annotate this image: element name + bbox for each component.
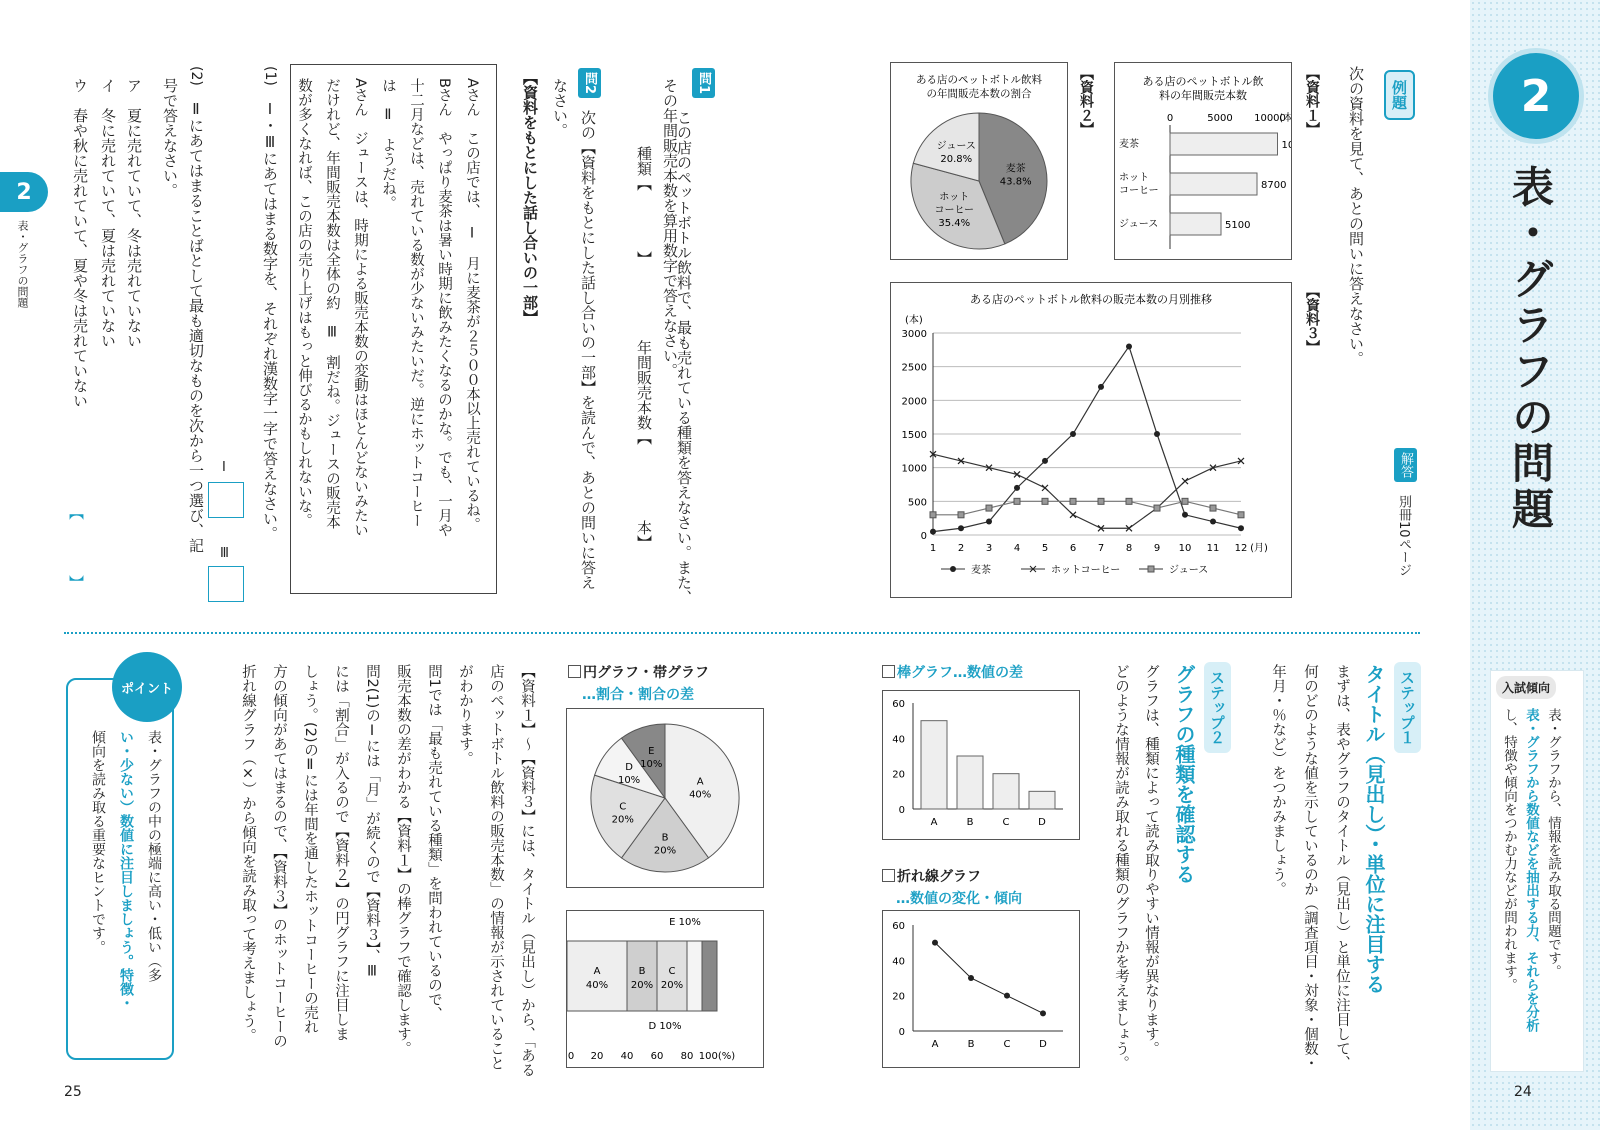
q2-text-2: なさい。: [551, 78, 569, 138]
tick-label: 0: [567, 1051, 575, 1062]
step1-badge: ステップ１: [1394, 662, 1421, 753]
bar-check-label: 棒グラフ…数値の差: [882, 662, 1023, 682]
tick-label: 8: [1125, 543, 1133, 554]
bar: [1029, 791, 1055, 809]
pie-check-label: 円グラフ・帯グラフ: [568, 662, 709, 682]
dialog-line: Aさん ジュースは、時期による販売本数の変動はほとんどないみたい: [352, 78, 368, 538]
data-point: [1070, 498, 1076, 504]
tick-label: 40: [620, 1051, 634, 1062]
q1-text-2: その年間販売本数を算用数字で答えなさい。: [661, 78, 679, 378]
tick-label: 10: [1178, 543, 1192, 554]
data-point: [930, 512, 936, 518]
slice-label: 43.8%: [999, 176, 1032, 188]
data-point: [1042, 498, 1048, 504]
data-point: [1210, 505, 1216, 511]
step2-title: グラフの種類を確認する: [1172, 664, 1196, 884]
tick-label: 60: [650, 1051, 664, 1062]
tick-label: 100(%): [698, 1051, 736, 1062]
step2-badge: ステップ２: [1204, 662, 1231, 753]
divider: [64, 632, 1420, 634]
q2-dialog-title: 【資料をもとにした話し合いの一部】: [521, 70, 539, 325]
tick-label: 2: [957, 543, 965, 554]
tick-label: 10000: [1254, 113, 1286, 124]
slice-label: 20%: [653, 845, 677, 857]
shiryo1-label: 【資料１】: [1304, 66, 1320, 136]
tick-label: 5000: [1207, 113, 1233, 124]
category-label: B: [966, 817, 974, 828]
data-point: [1098, 384, 1104, 390]
category-label: D: [1038, 817, 1046, 828]
chart-title: の年間販売本数の割合: [926, 88, 1032, 100]
slice-label: E: [648, 745, 655, 757]
sub2-text-1: Ⅱにあてはまることばとして最も適切なものを次から一つ選び、記: [187, 100, 205, 553]
page-number-right: 24: [1514, 1084, 1532, 1100]
sub2-answer-bracket: 【 】: [67, 505, 85, 610]
segment-label: 40%: [585, 980, 609, 991]
bar: [1170, 133, 1278, 155]
value-label: 5100: [1225, 220, 1251, 231]
category-label: B: [967, 1039, 975, 1050]
line-example-chart: [883, 911, 1079, 1067]
category-label: コーヒー: [1119, 185, 1159, 197]
value-label: 8700: [1261, 180, 1287, 191]
tick-label: 5: [1041, 543, 1049, 554]
data-point: [1014, 498, 1020, 504]
category-label: ホット: [1119, 172, 1149, 184]
bar: [1170, 173, 1257, 195]
nyushi-label: 入試傾向: [1496, 676, 1556, 699]
segment-label: A: [593, 966, 601, 977]
example-badge: 例題: [1384, 70, 1415, 120]
answer-box-iii[interactable]: [208, 566, 244, 602]
pie-sub-label: …割合・割合の差: [582, 687, 694, 703]
line-example: [882, 910, 1080, 1068]
dialog-line: Aさん この店では、 Ⅰ 月に麦茶が２５００本以上売れているね。: [464, 78, 480, 532]
shiryo1-bar-chart: [1115, 63, 1291, 259]
answer-ref: 別冊10ページ: [1396, 495, 1411, 577]
data-point: [1154, 431, 1160, 437]
legend-label: 麦茶: [971, 565, 991, 576]
bar: [921, 721, 947, 809]
q2-badge: 問2: [578, 68, 601, 98]
tick-label: 20: [590, 1051, 604, 1062]
shiryo1-chart: [1114, 62, 1292, 260]
data-point: [1238, 525, 1244, 531]
slice-label: 35.4%: [938, 218, 971, 230]
option-i: イ 冬に売れていて、夏は売れていない: [99, 78, 117, 348]
chapter-number-badge: 2: [1488, 48, 1584, 144]
checkbox-icon: [568, 665, 581, 678]
pie-example: [566, 708, 764, 888]
category-label: C: [1003, 1039, 1011, 1050]
data-point: [1040, 1010, 1046, 1016]
step2-text: グラフは、種類によって読み取りやすい情報が異なります。 どのような情報が読み取れる種類のグラフかを考えましょう。: [1113, 664, 1159, 1070]
tick-label: 0: [920, 531, 927, 542]
option-u: ウ 春や秋に売れていて、夏や冬は売れていない: [71, 78, 89, 408]
slice-label: 10%: [640, 758, 663, 770]
shiryo2-label: 【資料２】: [1078, 66, 1094, 136]
answer-box-i-label: Ⅰ: [222, 460, 226, 475]
tick-label: 9: [1153, 543, 1161, 554]
chart-title: ある店のペットボトル飲: [1142, 75, 1264, 88]
tick-label: 4: [1013, 543, 1021, 554]
q1-answer-type: 種類【 】: [635, 146, 653, 266]
data-point: [1014, 485, 1020, 491]
data-point: [930, 529, 936, 535]
dialog-line: Bさん やっぱり麦茶は暑い時期に飲みたくなるのかな。でも、一月や: [436, 78, 452, 538]
tick-label: 40: [892, 734, 905, 746]
slice-label: 麦茶: [1005, 163, 1026, 175]
slice-label: C: [619, 801, 627, 813]
tick-label: 2500: [901, 362, 927, 374]
q1-badge: 問1: [692, 68, 715, 98]
legend-marker: [1148, 566, 1154, 572]
data-point: [1042, 458, 1048, 464]
tick-label: 3000: [901, 329, 927, 340]
unit-label: (月): [1250, 543, 1268, 554]
slice-label: D: [625, 761, 633, 773]
category-label: 麦茶: [1119, 139, 1139, 150]
band-segment: [687, 941, 702, 1011]
category-label: ジュース: [1119, 219, 1159, 230]
data-point: [986, 505, 992, 511]
q1-answer-count: 年間販売本数【 本】: [635, 340, 653, 550]
tick-label: 1500: [901, 430, 927, 441]
tick-label: 20: [892, 991, 905, 1003]
dialog-line: だけれど、年間販売本数は全体の約 Ⅲ 割だね。ジュースの販売本: [324, 78, 340, 529]
bar-example: [882, 690, 1080, 840]
chart-title: ある店のペットボトル飲料の販売本数の月別推移: [970, 293, 1212, 306]
point-badge: ポイント: [112, 652, 182, 722]
band-example-chart: [567, 911, 763, 1067]
legend-marker: [950, 566, 956, 572]
data-point: [968, 975, 974, 981]
category-label: A: [930, 817, 938, 828]
side-tab-label: 表・グラフの問題: [16, 220, 29, 308]
example-instruction: 次の資料を見て、あとの問いに答えなさい。: [1347, 66, 1365, 366]
slice-label: 20%: [611, 814, 634, 826]
tick-label: 60: [892, 699, 905, 710]
nyushi-text: 表・グラフから、情報を読み取る問題です。 表・グラフから数値などを抽出する力、それらを分析 し、特徴や傾向をつかむ力などが問われます。: [1501, 708, 1561, 1032]
data-point: [1154, 505, 1160, 511]
shiryo3-chart: [890, 282, 1292, 598]
tick-label: 60: [892, 921, 905, 932]
shiryo2-chart: [890, 62, 1068, 260]
legend-label: ジュース: [1169, 565, 1209, 576]
segment-label: E 10%: [669, 917, 701, 928]
chart-title: 料の年間販売本数: [1159, 89, 1247, 102]
slice-label: 20.8%: [940, 153, 973, 165]
segment-label: 20%: [660, 980, 684, 991]
legend-label: ホットコーヒー: [1051, 565, 1121, 576]
data-point: [1042, 485, 1048, 491]
series-line: [935, 943, 1043, 1014]
slice-label: A: [696, 776, 704, 788]
slice-label: B: [661, 832, 669, 844]
tick-label: 12: [1234, 543, 1248, 554]
segment-label: D 10%: [648, 1021, 682, 1032]
tick-label: 0: [1166, 113, 1174, 124]
bar: [957, 756, 983, 809]
category-label: A: [931, 1039, 939, 1050]
data-point: [1238, 512, 1244, 518]
tick-label: 2000: [901, 396, 927, 408]
data-point: [1098, 498, 1104, 504]
value-label: 1: [1281, 140, 1288, 151]
tick-label: 1000: [901, 463, 927, 475]
point-text: 表・グラフの中の極端に高い・低い（多 い・少ない）数値に注目しましょう。特徴・ 傾向を読み取る重要なヒントです。: [90, 730, 162, 1010]
data-point: [1004, 993, 1010, 999]
option-a: ア 夏に売れていて、冬は売れていない: [125, 78, 143, 348]
shiryo2-pie-chart: [891, 63, 1067, 259]
segment-label: C: [668, 966, 676, 977]
page-number-left: 25: [64, 1084, 82, 1100]
data-point: [1070, 431, 1076, 437]
bar: [1170, 213, 1221, 235]
tick-label: 40: [892, 956, 905, 968]
data-point: [1182, 512, 1188, 518]
bar-example-chart: [883, 691, 1079, 839]
tick-label: 6: [1069, 543, 1077, 554]
checkbox-icon: [882, 665, 895, 678]
page-title: 表・グラフの問題: [1506, 165, 1555, 533]
tick-label: (本: [1279, 113, 1291, 124]
sub1-label: (1): [262, 66, 278, 86]
band-example: [566, 910, 764, 1068]
step1-text: まずは、表やグラフのタイトル（見出し）と単位に注目して、 何のどのような値を示しているのか（調査項目・対象・個数・ 年月・％など）をつかみましょう。: [1270, 664, 1350, 1070]
pie-example-chart: [567, 709, 763, 887]
tick-label: 0: [898, 1027, 905, 1038]
data-point: [986, 519, 992, 525]
tick-label: 20: [892, 769, 905, 781]
tick-label: 80: [680, 1051, 694, 1062]
slice-label: 10%: [617, 774, 641, 786]
data-point: [1126, 498, 1132, 504]
slice-label: ジュース: [936, 140, 976, 152]
category-label: C: [1002, 817, 1010, 828]
q2-text-1: 次の【資料をもとにした話し合いの一部】を読んで、あとの問いに答え: [579, 110, 597, 590]
data-point: [958, 525, 964, 531]
unit-label: (本): [905, 315, 923, 326]
answer-box-iii-label: Ⅲ: [220, 546, 229, 561]
category-label: D: [1039, 1039, 1047, 1050]
dialog-line: は Ⅱ ようだね。: [380, 78, 396, 210]
data-point: [1182, 478, 1188, 484]
band-segment: [702, 941, 717, 1011]
dialog-line: 数が多くなれば、この店の売り上げはもっと伸びるかもしれないな。: [296, 78, 312, 528]
segment-label: 20%: [630, 980, 654, 991]
tick-label: 0: [898, 805, 905, 816]
tick-label: 500: [907, 497, 927, 509]
tick-label: 7: [1097, 543, 1105, 554]
sub2-label: (2): [188, 66, 204, 86]
shiryo3-line-chart: [891, 283, 1291, 597]
tick-label: 11: [1206, 543, 1220, 554]
line-sub-label: …数値の変化・傾向: [896, 891, 1022, 907]
answer-box-i[interactable]: [208, 482, 244, 518]
bar: [993, 774, 1019, 809]
data-point: [932, 940, 938, 946]
dialog-lines: [296, 78, 486, 538]
segment-label: B: [638, 966, 646, 977]
data-point: [958, 512, 964, 518]
slice-label: ホット: [939, 192, 970, 204]
dialog-line: 十二月などは、売れている数が少ないみたいだ。逆にホットコーヒー: [408, 78, 424, 528]
chart-title: ある店のペットボトル飲料: [916, 74, 1042, 86]
step1-title: タイトル（見出し）・単位に注目する: [1362, 664, 1386, 994]
checkbox-icon: [882, 869, 895, 882]
line-check-label: 折れ線グラフ: [882, 866, 981, 886]
slice-label: コーヒー: [934, 205, 975, 217]
slice-label: 40%: [689, 789, 712, 801]
series-line: [933, 501, 1241, 514]
answer-badge: 解答: [1394, 448, 1417, 482]
tick-label: 1: [929, 543, 937, 554]
side-tab-number: 2: [0, 172, 48, 212]
q1-text: この店のペットボトル飲料で、最も売れている種類を答えなさい。また、: [675, 110, 693, 605]
shiryo3-label: 【資料３】: [1304, 284, 1320, 354]
sub2-text-2: 号で答えなさい。: [161, 78, 179, 198]
data-point: [1070, 512, 1076, 518]
data-point: [1210, 519, 1216, 525]
tick-label: 3: [985, 543, 993, 554]
explanation-text: 【資料１】〜【資料３】には、タイトル（見出し）から、「ある 店のペットボトル飲料の販売本数」の情報が示されていること がわかります。 問1では「最も売れている種類」を問われているので、 販売本数の差がわかる【資料１】の棒グラフで確認します。 問2(1)のⅠには「月」が続くので【資料３】、Ⅲ には「割合」が入るので【資料２】の円グラフに注目しま しょう。(2)のⅡには年間を通したホットコーヒーの売れ 方の傾向があてはまるので、【資料３】のホットコーヒーの 折れ線グラフ（×）から傾向を読み取って考えましょう。: [240, 664, 535, 1078]
data-point: [1126, 343, 1132, 349]
data-point: [1182, 498, 1188, 504]
sub1-text: Ⅰ・Ⅲにあてはまる数字を、それぞれ漢数字一字で答えなさい。: [261, 100, 279, 541]
